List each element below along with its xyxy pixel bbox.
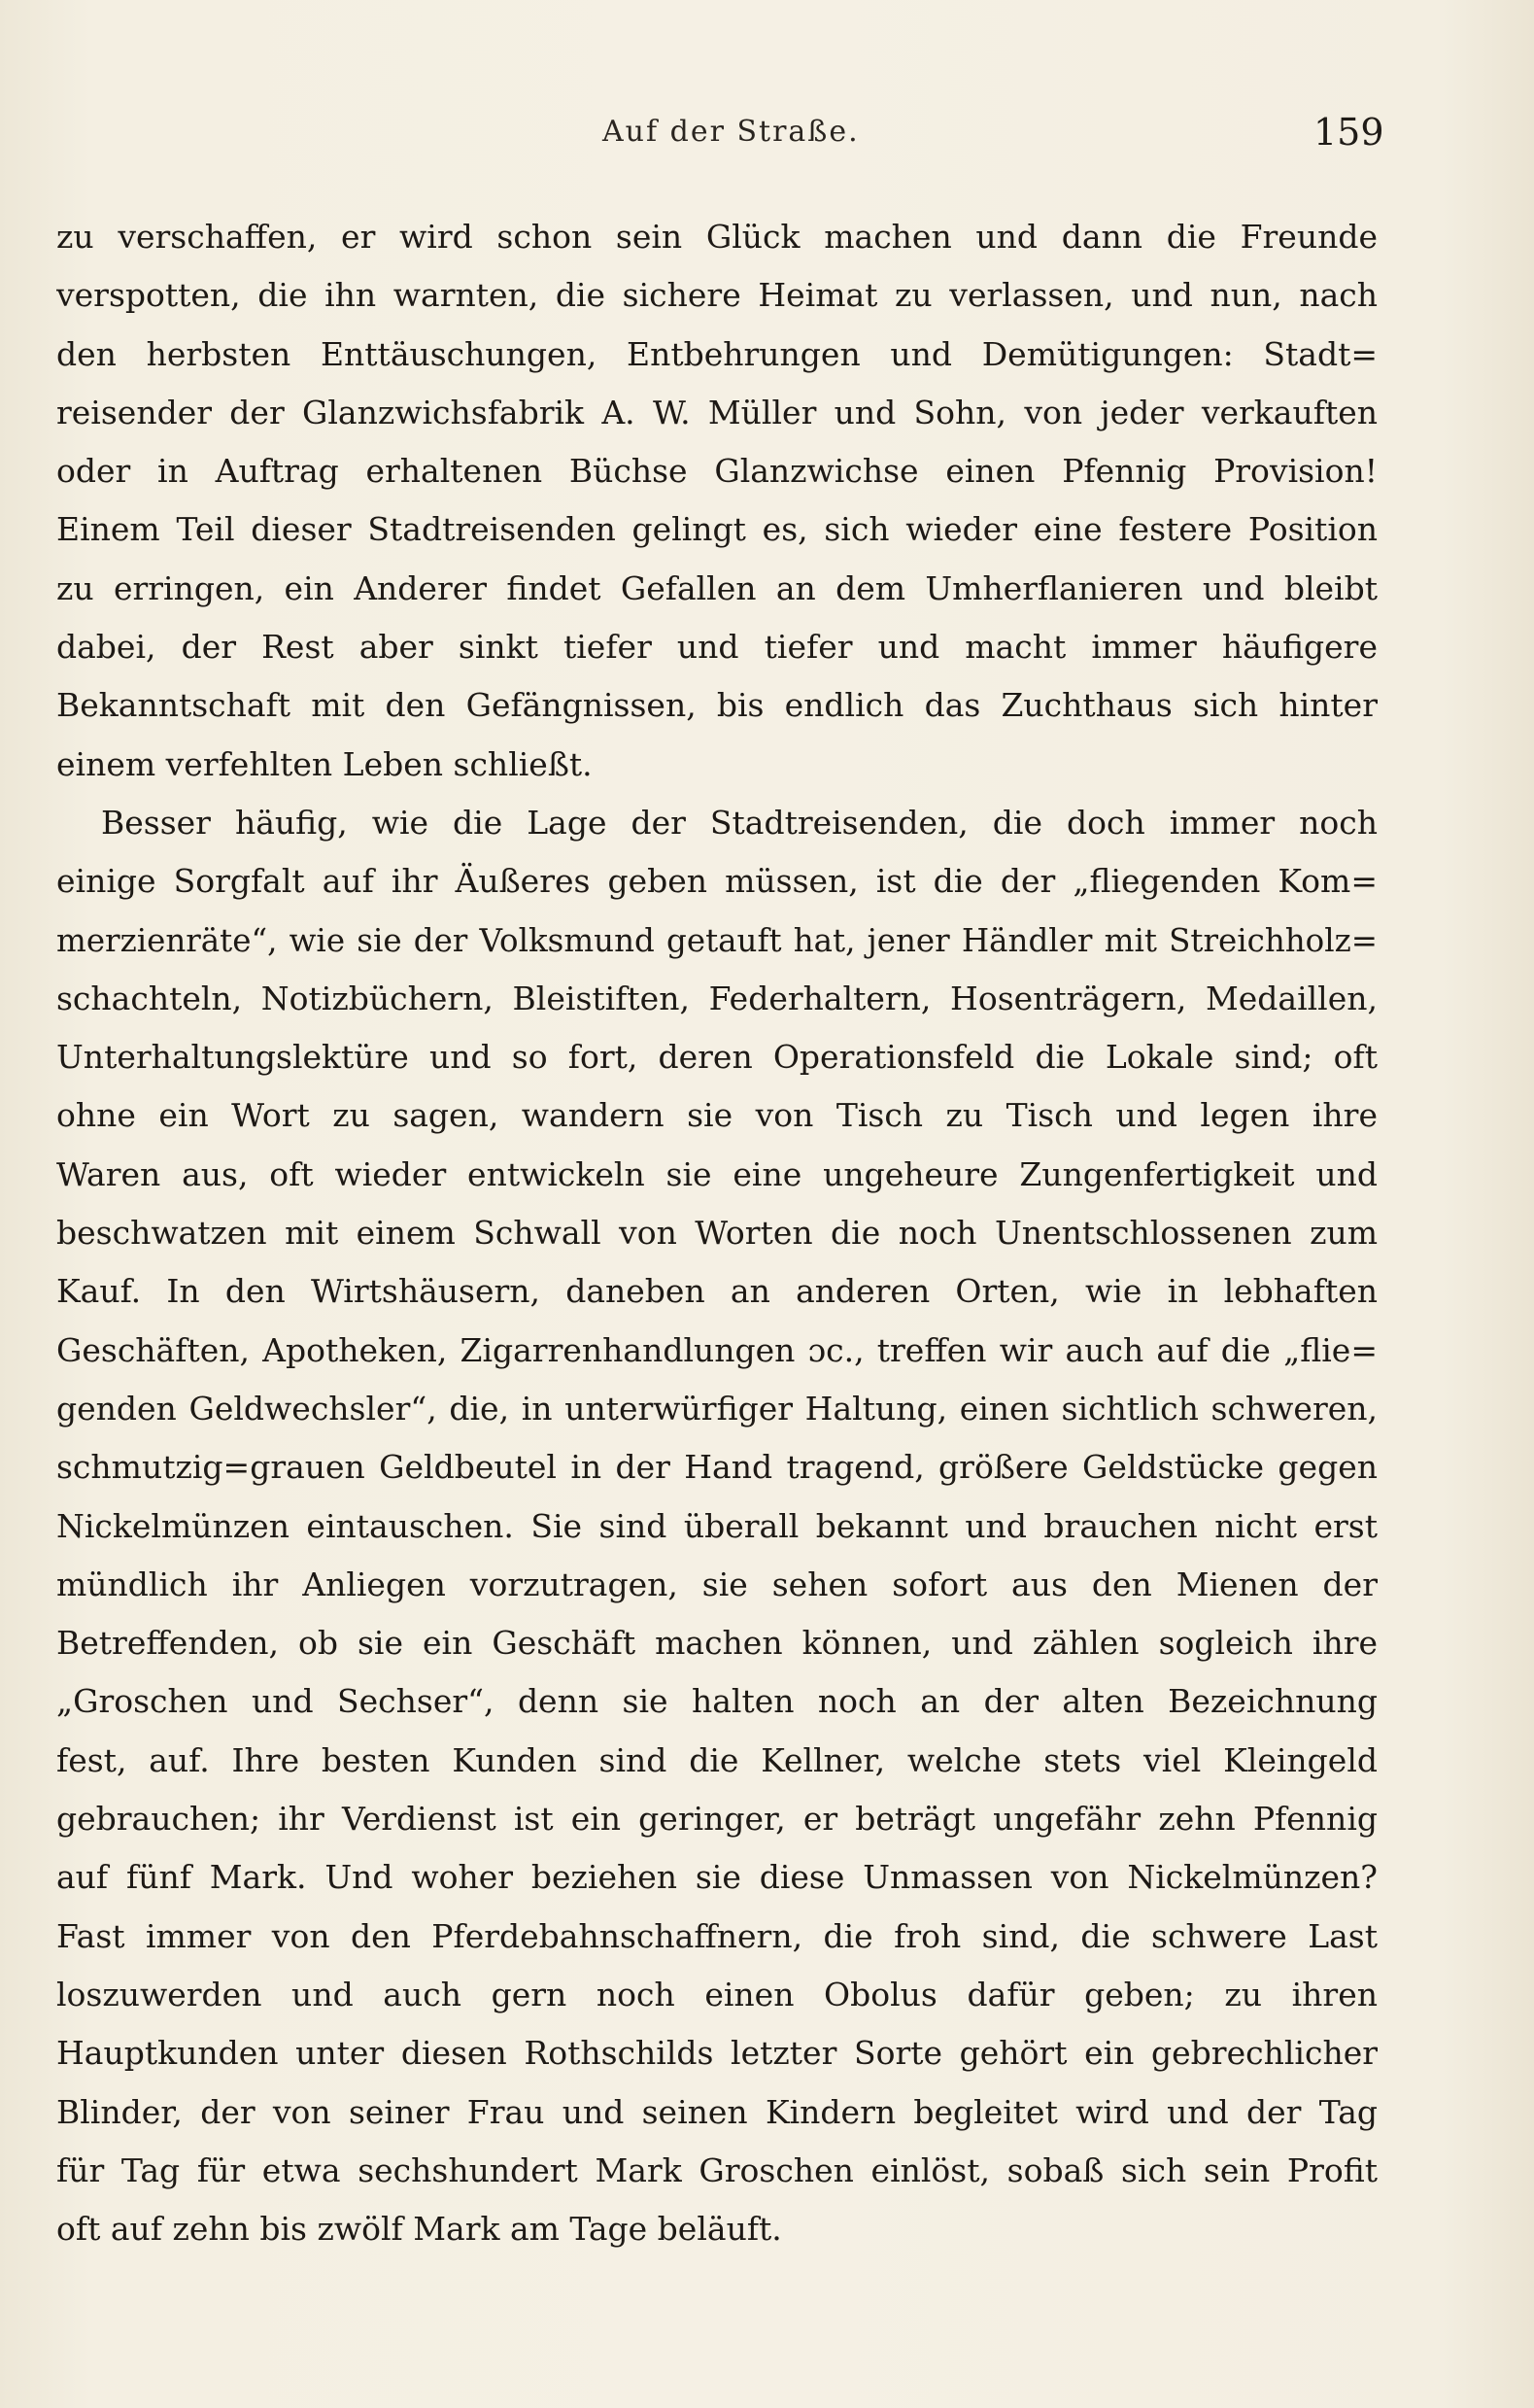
text-line: ohne ein Wort zu sagen, wandern sie von Tisch zu Tisch und legen ihre — [56, 1096, 1378, 1135]
text-line: Geschäften, Apotheken, Zigarrenhandlungen ɔc., treffen wir auch auf die „flie= — [56, 1330, 1378, 1369]
text-line: zu erringen, ein Anderer findet Gefallen an dem Umherflanieren und bleibt — [56, 568, 1378, 607]
text-line: Waren aus, oft wieder entwickeln sie eine ungeheure Zungenfertigkeit und — [56, 1154, 1378, 1193]
paragraph-2 — [56, 794, 1378, 2258]
text-line: Fast immer von den Pferdebahnschaffnern, die froh sind, die schwere Last — [56, 1916, 1378, 1955]
text-line: oder in Auftrag erhaltenen Büchse Glanzwichse einen Pfennig Provision! — [56, 452, 1378, 491]
paragraph-1 — [56, 208, 1378, 794]
text-line: Besser häufig, wie die Lage der Stadtreisenden, die doch immer noch — [101, 803, 1378, 842]
text-line: Kauf. In den Wirtshäusern, daneben an anderen Orten, wie in lebhaften — [56, 1272, 1378, 1311]
text-line: einige Sorgfalt auf ihr Äußeres geben müssen, ist die der „fliegenden Kom= — [56, 862, 1378, 901]
text-line: genden Geldwechsler“, die, in unterwürfiger Haltung, einen sichtlich schweren, — [56, 1389, 1378, 1428]
text-line: fest, auf. Ihre besten Kunden sind die Kellner, welche stets viel Kleingeld — [56, 1740, 1378, 1779]
text-line: auf fünf Mark. Und woher beziehen sie diese Unmassen von Nickelmünzen? — [56, 1858, 1378, 1897]
text-line: Betreffenden, ob sie ein Geschäft machen können, und zählen sogleich ihre — [56, 1624, 1378, 1663]
text-line: einem verfehlten Leben schließt. — [56, 744, 593, 783]
text-line: den herbsten Enttäuschungen, Entbehrungen und Demütigungen: Stadt= — [56, 334, 1378, 373]
page-number: 159 — [1313, 111, 1384, 154]
text-line: oft auf zehn bis zwölf Mark am Tage beläuft. — [56, 2210, 782, 2249]
running-title: Auf der Straße. — [602, 115, 860, 149]
text-line: Bekanntschaft mit den Gefängnissen, bis endlich das Zuchthaus sich hinter — [56, 686, 1378, 725]
running-head — [0, 111, 1534, 173]
text-line: schachteln, Notizbüchern, Bleistiften, Federhaltern, Hosenträgern, Medaillen, — [56, 979, 1378, 1017]
text-line: verspotten, die ihn warnten, die sichere Heimat zu verlassen, und nun, nach — [56, 276, 1378, 315]
text-line: beschwatzen mit einem Schwall von Worten die noch Unentschlossenen zum — [56, 1214, 1378, 1253]
text-line: zu verschaffen, er wird schon sein Glück machen und dann die Freunde — [56, 218, 1378, 256]
text-line: gebrauchen; ihr Verdienst ist ein geringer, er beträgt ungefähr zehn Pfennig — [56, 1800, 1378, 1839]
text-line: Nickelmünzen eintauschen. Sie sind überall bekannt und brauchen nicht erst — [56, 1506, 1378, 1545]
text-line: loszuwerden und auch gern noch einen Obolus dafür geben; zu ihren — [56, 1975, 1378, 2013]
text-line: dabei, der Rest aber sinkt tiefer und tiefer und macht immer häufigere — [56, 628, 1378, 667]
text-line: reisender der Glanzwichsfabrik A. W. Müller und Sohn, von jeder verkauften — [56, 393, 1378, 431]
text-line: Einem Teil dieser Stadtreisenden gelingt es, sich wieder eine festere Position — [56, 510, 1378, 549]
text-line: Hauptkunden unter diesen Rothschilds letzter Sorte gehört ein gebrechlicher — [56, 2034, 1378, 2073]
text-line: merzienräte“, wie sie der Volksmund getauft hat, jener Händler mit Streichholz= — [56, 921, 1378, 959]
text-line: „Groschen und Sechser“, denn sie halten noch an der alten Bezeichnung — [56, 1682, 1378, 1721]
text-line: Blinder, der von seiner Frau und seinen Kindern begleitet wird und der Tag — [56, 2092, 1378, 2131]
text-line: für Tag für etwa sechshundert Mark Groschen einlöst, sobaß sich sein Profit — [56, 2150, 1378, 2189]
text-line: mündlich ihr Anliegen vorzutragen, sie sehen sofort aus den Mienen der — [56, 1565, 1378, 1603]
text-line: schmutzig=grauen Geldbeutel in der Hand tragend, größere Geldstücke gegen — [56, 1448, 1378, 1487]
body-text — [56, 208, 1378, 2258]
text-line: Unterhaltungslektüre und so fort, deren Operationsfeld die Lokale sind; oft — [56, 1038, 1378, 1077]
